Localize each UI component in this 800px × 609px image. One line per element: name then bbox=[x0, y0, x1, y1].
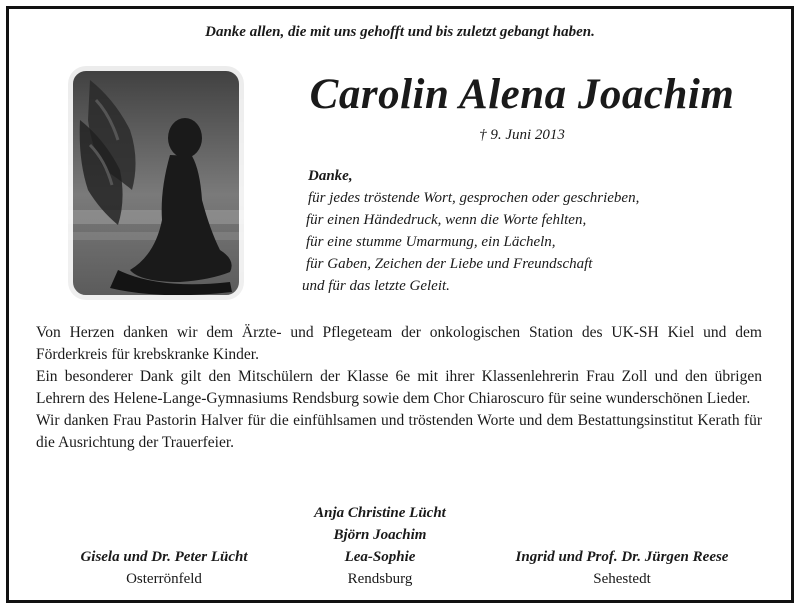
signature-left bbox=[48, 546, 280, 590]
memorial-photo bbox=[60, 60, 250, 305]
thanks-line: und für das letzte Geleit. bbox=[302, 278, 450, 294]
deceased-name: Carolin Alena Joachim bbox=[309, 71, 735, 118]
thanks-poem bbox=[302, 165, 639, 297]
signature-right bbox=[488, 546, 756, 590]
signature-name: Anja Christine Lücht bbox=[314, 505, 446, 521]
signature-place: Rendsburg bbox=[347, 571, 413, 587]
signature-place: Osterrönfeld bbox=[126, 571, 202, 587]
death-date: † 9. Juni 2013 bbox=[479, 127, 565, 143]
thanks-line: für einen Händedruck, wenn die Worte fehlten, bbox=[306, 212, 587, 228]
paragraph: Wir danken Frau Pastorin Halver für die einfühlsamen und tröstenden Worte und dem Bestattungsinstitut Kerath für die Ausrichtung der Trauerfeier. bbox=[36, 412, 762, 451]
paragraph: Ein besonderer Dank gilt den Mitschülern der Klasse 6e mit ihrer Klassenlehrerin Frau Zoll und den übrigen Lehrern des Helene-Lange-Gymnasiums Rendsburg sowie dem Chor Chiaroscuro für seine wunderschönen Lieder. bbox=[36, 368, 762, 407]
thanks-heading: Danke, bbox=[308, 168, 353, 184]
signature-place: Sehestedt bbox=[593, 571, 651, 587]
signature-name: Gisela und Dr. Peter Lücht bbox=[80, 549, 248, 565]
thanks-line: für eine stumme Umarmung, ein Lächeln, bbox=[306, 234, 556, 250]
signature-name: Ingrid und Prof. Dr. Jürgen Reese bbox=[515, 549, 729, 565]
signature-name: Lea-Sophie bbox=[344, 549, 416, 565]
fairy-silhouette-icon bbox=[60, 60, 250, 305]
thanks-paragraphs bbox=[36, 322, 762, 454]
signature-center bbox=[266, 502, 494, 590]
motto: Danke allen, die mit uns gehofft und bis zuletzt gebangt haben. bbox=[205, 24, 595, 40]
paragraph: Von Herzen danken wir dem Ärzte- und Pflegeteam der onkologischen Station des UK-SH Kiel und dem Förderkreis für krebskranke Kinder. bbox=[36, 324, 762, 363]
thanks-line: für Gaben, Zeichen der Liebe und Freundschaft bbox=[306, 256, 593, 272]
signature-name: Björn Joachim bbox=[333, 527, 427, 543]
thanks-line: für jedes tröstende Wort, gesprochen oder geschrieben, bbox=[308, 190, 640, 206]
